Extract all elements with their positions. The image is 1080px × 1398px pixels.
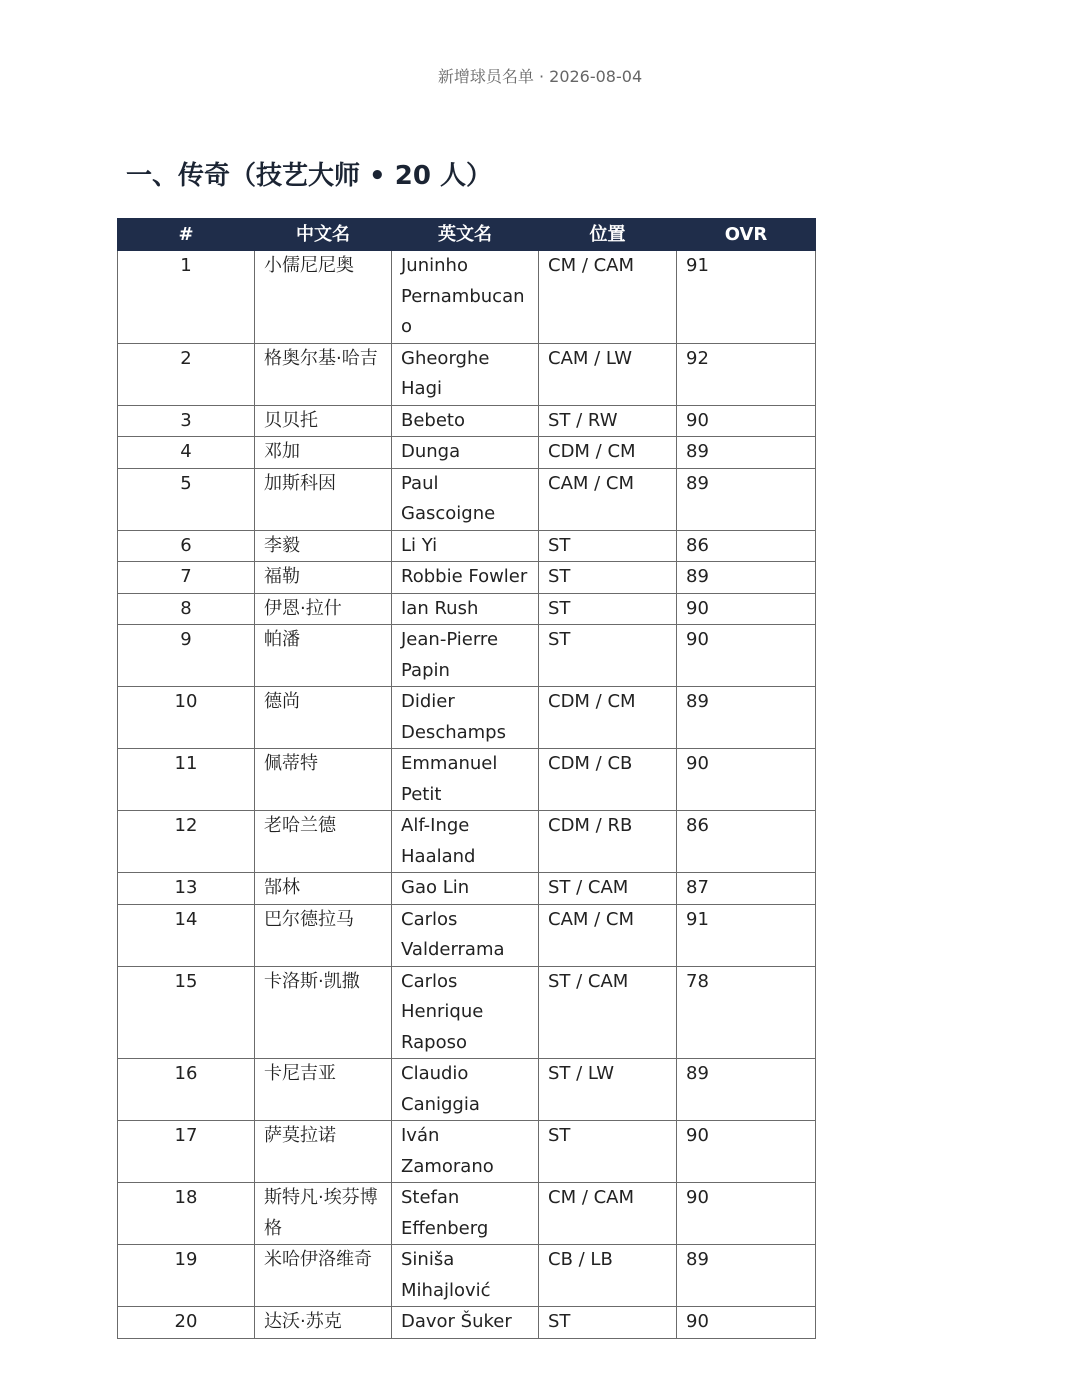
cell-position: CAM / CM <box>539 904 677 966</box>
cell-position: ST <box>539 530 677 562</box>
cell-ovr: 90 <box>677 749 816 811</box>
cell-number: 13 <box>118 873 255 905</box>
cell-english-name: Bebeto <box>392 405 539 437</box>
cell-position: CM / CAM <box>539 251 677 344</box>
cell-chinese-name: 萨莫拉诺 <box>255 1121 392 1183</box>
cell-chinese-name: 卡洛斯·凯撒 <box>255 966 392 1059</box>
cell-chinese-name: 郜林 <box>255 873 392 905</box>
table-row <box>118 811 816 873</box>
cell-english-name: Dunga <box>392 437 539 469</box>
section-title: 一、传奇（技艺大师 • 20 人） <box>126 161 492 191</box>
cell-english-name: Li Yi <box>392 530 539 562</box>
cell-number: 12 <box>118 811 255 873</box>
cell-ovr: 89 <box>677 562 816 594</box>
header-row <box>118 219 816 251</box>
table-row <box>118 749 816 811</box>
cell-chinese-name: 贝贝托 <box>255 405 392 437</box>
table-row <box>118 687 816 749</box>
cell-chinese-name: 邓加 <box>255 437 392 469</box>
cell-chinese-name: 米哈伊洛维奇 <box>255 1245 392 1307</box>
cell-number: 10 <box>118 687 255 749</box>
roster-table <box>117 218 816 1339</box>
cell-english-name: Ian Rush <box>392 593 539 625</box>
cell-chinese-name: 佩蒂特 <box>255 749 392 811</box>
table-row <box>118 1059 816 1121</box>
roster-table-header <box>118 219 816 251</box>
cell-english-name: Emmanuel Petit <box>392 749 539 811</box>
cell-position: ST <box>539 1121 677 1183</box>
cell-english-name: Alf-Inge Haaland <box>392 811 539 873</box>
cell-chinese-name: 达沃·苏克 <box>255 1307 392 1339</box>
cell-ovr: 86 <box>677 530 816 562</box>
table-row <box>118 873 816 905</box>
cell-chinese-name: 福勒 <box>255 562 392 594</box>
cell-english-name: Robbie Fowler <box>392 562 539 594</box>
cell-number: 18 <box>118 1183 255 1245</box>
cell-position: ST <box>539 625 677 687</box>
cell-chinese-name: 卡尼吉亚 <box>255 1059 392 1121</box>
cell-position: CB / LB <box>539 1245 677 1307</box>
cell-position: ST / CAM <box>539 966 677 1059</box>
cell-number: 17 <box>118 1121 255 1183</box>
cell-english-name: Siniša Mihajlović <box>392 1245 539 1307</box>
cell-position: ST / RW <box>539 405 677 437</box>
table-row <box>118 904 816 966</box>
cell-ovr: 90 <box>677 1121 816 1183</box>
column-header-english-name: 英文名 <box>392 219 539 251</box>
cell-ovr: 90 <box>677 625 816 687</box>
cell-position: CAM / CM <box>539 468 677 530</box>
column-header-ovr: OVR <box>677 219 816 251</box>
cell-position: CDM / CM <box>539 687 677 749</box>
cell-ovr: 89 <box>677 687 816 749</box>
table-row <box>118 1307 816 1339</box>
cell-position: ST <box>539 593 677 625</box>
table-row <box>118 625 816 687</box>
cell-number: 3 <box>118 405 255 437</box>
cell-number: 9 <box>118 625 255 687</box>
table-row <box>118 405 816 437</box>
table-row <box>118 468 816 530</box>
cell-position: CDM / RB <box>539 811 677 873</box>
cell-english-name: Carlos Valderrama <box>392 904 539 966</box>
cell-chinese-name: 李毅 <box>255 530 392 562</box>
column-header-chinese-name: 中文名 <box>255 219 392 251</box>
cell-ovr: 86 <box>677 811 816 873</box>
cell-ovr: 89 <box>677 468 816 530</box>
cell-ovr: 87 <box>677 873 816 905</box>
cell-english-name: Gao Lin <box>392 873 539 905</box>
cell-ovr: 91 <box>677 904 816 966</box>
cell-ovr: 89 <box>677 437 816 469</box>
cell-chinese-name: 老哈兰德 <box>255 811 392 873</box>
page-header: 新增球员名单 · 2026-08-04 <box>437 67 643 86</box>
cell-english-name: Paul Gascoigne <box>392 468 539 530</box>
cell-number: 1 <box>118 251 255 344</box>
cell-chinese-name: 巴尔德拉马 <box>255 904 392 966</box>
cell-ovr: 90 <box>677 405 816 437</box>
cell-ovr: 90 <box>677 1183 816 1245</box>
cell-number: 11 <box>118 749 255 811</box>
table-row <box>118 251 816 344</box>
cell-position: ST <box>539 562 677 594</box>
table-row <box>118 530 816 562</box>
cell-english-name: Juninho Pernambucano <box>392 251 539 344</box>
cell-ovr: 90 <box>677 1307 816 1339</box>
cell-english-name: Gheorghe Hagi <box>392 343 539 405</box>
cell-number: 7 <box>118 562 255 594</box>
cell-ovr: 89 <box>677 1059 816 1121</box>
cell-number: 2 <box>118 343 255 405</box>
cell-chinese-name: 德尚 <box>255 687 392 749</box>
table-row <box>118 966 816 1059</box>
cell-ovr: 92 <box>677 343 816 405</box>
cell-chinese-name: 加斯科因 <box>255 468 392 530</box>
table-row <box>118 1121 816 1183</box>
cell-ovr: 78 <box>677 966 816 1059</box>
cell-ovr: 89 <box>677 1245 816 1307</box>
cell-position: CAM / LW <box>539 343 677 405</box>
cell-number: 15 <box>118 966 255 1059</box>
cell-number: 20 <box>118 1307 255 1339</box>
cell-chinese-name: 小儒尼尼奥 <box>255 251 392 344</box>
column-header-number: # <box>118 219 255 251</box>
cell-english-name: Iván Zamorano <box>392 1121 539 1183</box>
cell-number: 6 <box>118 530 255 562</box>
cell-number: 19 <box>118 1245 255 1307</box>
cell-english-name: Jean-Pierre Papin <box>392 625 539 687</box>
table-row <box>118 1183 816 1245</box>
cell-number: 5 <box>118 468 255 530</box>
roster-table-body <box>118 251 816 1339</box>
cell-english-name: Claudio Caniggia <box>392 1059 539 1121</box>
cell-position: CDM / CM <box>539 437 677 469</box>
cell-number: 8 <box>118 593 255 625</box>
cell-english-name: Davor Šuker <box>392 1307 539 1339</box>
cell-ovr: 91 <box>677 251 816 344</box>
cell-position: CM / CAM <box>539 1183 677 1245</box>
cell-number: 4 <box>118 437 255 469</box>
cell-position: ST <box>539 1307 677 1339</box>
table-row <box>118 1245 816 1307</box>
table-row <box>118 593 816 625</box>
column-header-position: 位置 <box>539 219 677 251</box>
cell-chinese-name: 伊恩·拉什 <box>255 593 392 625</box>
cell-ovr: 90 <box>677 593 816 625</box>
cell-chinese-name: 格奥尔基·哈吉 <box>255 343 392 405</box>
cell-english-name: Stefan Effenberg <box>392 1183 539 1245</box>
cell-position: ST / CAM <box>539 873 677 905</box>
cell-english-name: Didier Deschamps <box>392 687 539 749</box>
cell-english-name: Carlos Henrique Raposo <box>392 966 539 1059</box>
cell-position: ST / LW <box>539 1059 677 1121</box>
cell-number: 14 <box>118 904 255 966</box>
cell-position: CDM / CB <box>539 749 677 811</box>
table-row <box>118 343 816 405</box>
table-row <box>118 437 816 469</box>
table-row <box>118 562 816 594</box>
cell-chinese-name: 斯特凡·埃芬博格 <box>255 1183 392 1245</box>
cell-number: 16 <box>118 1059 255 1121</box>
cell-chinese-name: 帕潘 <box>255 625 392 687</box>
